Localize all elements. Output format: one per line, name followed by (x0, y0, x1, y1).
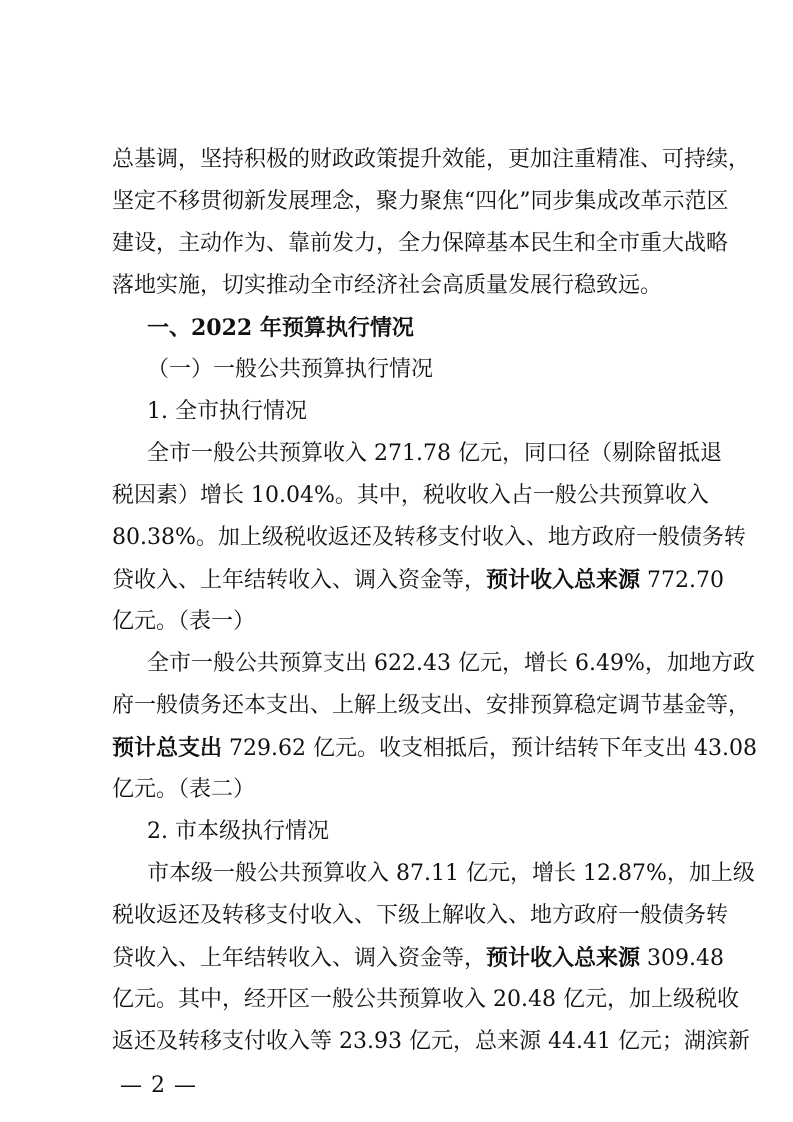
paragraph-line (112, 898, 729, 934)
line-text: 80.38%。加上级税收返还及转移支付收入、地方政府一般债务转 (112, 525, 746, 550)
line-text: 贷收入、上年结转收入、调入资金等， (112, 568, 487, 593)
line-text: 贷收入、上年结转收入、调入资金等， (112, 946, 487, 971)
line-text: 总基调，坚持积极的财政政策提升效能，更加注重精准、可持续， (112, 147, 751, 172)
heading-text: （一）一般公共预算执行情况 (147, 357, 434, 382)
bold-emphasis: 预计总支出 (112, 735, 223, 761)
line-text: 府一般债务还本支出、上解上级支出、安排预算稳定调节基金等， (112, 693, 751, 718)
subsection-heading (147, 394, 692, 430)
line-text: 亿元。（表二） (112, 777, 256, 802)
line-text: 全市一般公共预算支出 622.43 亿元，增长 6.49%，加地方政 (147, 651, 755, 676)
page-number: — 2 — (120, 1073, 197, 1098)
paragraph-line (112, 604, 692, 640)
paragraph-line (112, 520, 746, 556)
section-heading (147, 310, 692, 346)
line-text: 亿元。其中，经开区一般公共预算收入 20.48 亿元，加上级税收 (112, 987, 739, 1012)
line-text: 返还及转移支付收入等 23.93 亿元，总来源 44.41 亿元；湖滨新 (112, 1029, 750, 1054)
line-text: 全市一般公共预算收入 271.78 亿元，同口径（剔除留抵退 (147, 441, 722, 466)
line-text: 税收返还及转移支付收入、下级上解收入、地方政府一般债务转 (112, 903, 729, 928)
line-text: 亿元。（表一） (112, 609, 256, 634)
line-text: 772.70 (640, 568, 725, 593)
paragraph-line (112, 730, 757, 767)
heading-text: 1. 全市执行情况 (147, 399, 307, 424)
paragraph-line (112, 982, 739, 1018)
paragraph-line (147, 436, 722, 472)
paragraph-line (112, 478, 709, 514)
line-text: 729.62 亿元。收支相抵后，预计结转下年支出 43.08 (222, 736, 757, 761)
line-text: 市本级一般公共预算收入 87.11 亿元，增长 12.87%，加上级 (147, 861, 755, 886)
line-text: 落地实施，切实推动全市经济社会高质量发展行稳致远。 (112, 273, 663, 298)
paragraph-line (112, 268, 692, 304)
subsection-heading (147, 814, 692, 850)
heading-text: 2. 市本级执行情况 (147, 819, 329, 844)
subsection-heading (147, 352, 692, 388)
paragraph-line (112, 142, 751, 178)
paragraph-line (147, 856, 755, 892)
bold-emphasis: 预计收入总来源 (486, 945, 641, 971)
line-text: 税因素）增长 10.04%。其中，税收收入占一般公共预算收入 (112, 483, 709, 508)
line-text: 建设，主动作为、靠前发力，全力保障基本民生和全市重大战略 (112, 231, 729, 256)
paragraph-line (112, 226, 729, 262)
paragraph-line (147, 646, 755, 682)
line-text: 坚定不移贯彻新发展理念，聚力聚焦“四化”同步集成改革示范区 (112, 189, 729, 214)
paragraph-line (112, 772, 692, 808)
paragraph-line (112, 184, 729, 220)
bold-emphasis: 预计收入总来源 (486, 567, 641, 593)
paragraph-line (112, 562, 725, 599)
paragraph-line (112, 940, 725, 977)
heading-text: 一、2022 年预算执行情况 (147, 315, 414, 341)
paragraph-line (112, 688, 751, 724)
line-text: 309.48 (640, 946, 725, 971)
paragraph-line (112, 1024, 750, 1060)
